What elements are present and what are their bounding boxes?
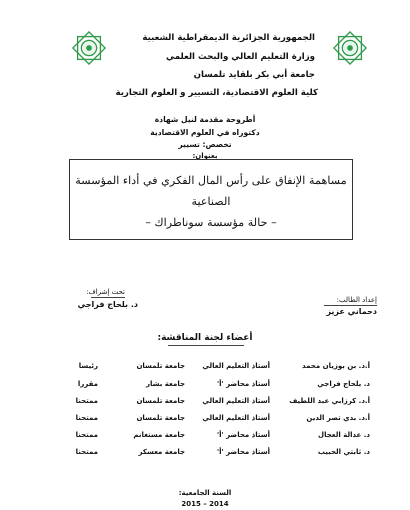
jury-member-rank: أستاذ التعليم العالي	[202, 414, 270, 422]
jury-member-role: مقررا	[77, 380, 98, 388]
thesis-title-line-1: مساهمة الإنفاق على رأس المال الفكري في أداء المؤسسة	[75, 174, 347, 187]
thesis-title-box	[69, 159, 353, 240]
jury-member-name: أ.د. بن بوزيان محمد	[302, 362, 370, 370]
jury-member-role: رئيسا	[78, 362, 98, 370]
thesis-type: أطروحة مقدمة لنيل شهادة	[154, 115, 256, 124]
student-label: إعداد الطالب:	[336, 296, 377, 304]
thesis-title-line-2: الصناعية	[191, 195, 231, 208]
jury-member-role: ممتحنا	[75, 448, 98, 456]
jury-member-name: د. بلحاج فراجي	[317, 380, 370, 388]
university-seal-icon	[331, 29, 369, 67]
jury-member-name: أ.د. بدي تصر الدين	[306, 414, 370, 422]
academic-year-label: السنة الجامعية:	[178, 489, 232, 497]
thesis-title-label: بعنوان:	[192, 152, 218, 160]
jury-member-rank: أستاذ محاضر 'أ'	[216, 448, 270, 456]
jury-member-name: أ.د. كرزابي عبد اللطيف	[289, 397, 370, 405]
jury-member-institution: جامعة معسكر	[138, 448, 185, 456]
header-ministry: وزارة التعليم العالي والبحث العلمي	[166, 52, 315, 62]
thesis-title-line-3: – حالة مؤسسة سوناطراك –	[145, 216, 277, 229]
jury-member-rank: أستاذ التعليم العالي	[202, 362, 270, 370]
jury-member-institution: جامعة تلمسان	[136, 414, 185, 422]
jury-member-institution: جامعة مستغانم	[133, 431, 185, 439]
header-republic: الجمهورية الجزائرية الديمقراطية الشعبية	[142, 33, 315, 43]
supervisor-label-underline	[91, 297, 125, 298]
jury-member-role: ممتحنا	[75, 397, 98, 405]
jury-member-institution: جامعة بشار	[145, 380, 185, 388]
thesis-specialty: تخصص: تسيير	[178, 140, 232, 149]
jury-member-institution: جامعة تلمسان	[136, 397, 185, 405]
jury-member-rank: أستاذ التعليم العالي	[202, 397, 270, 405]
jury-member-role: ممتحنا	[75, 414, 98, 422]
academic-year: 2015 – 2014	[181, 500, 229, 508]
jury-heading-underline	[168, 345, 244, 346]
header-faculty: كلية العلوم الاقتصادية، التسيير و العلوم التجارية	[115, 88, 318, 98]
header-university: جامعة أبي بكر بلقايد تلمسان	[193, 70, 315, 80]
student-label-underline	[324, 305, 377, 306]
supervisor-label: تحت إشراف:	[86, 288, 125, 296]
jury-member-name: د. عدالة العجال	[318, 431, 370, 439]
student-name: دحماني عزيز	[326, 307, 377, 316]
thesis-degree: دكتوراه في العلوم الاقتصادية	[150, 128, 260, 137]
supervisor-name: د. بلحاج فراجي	[77, 300, 138, 309]
jury-heading: أعضاء لجنة المناقشة:	[157, 333, 253, 343]
jury-member-name: د. ثابتي الحبيب	[317, 448, 370, 456]
jury-member-role: ممتحنا	[75, 431, 98, 439]
jury-member-rank: أستاذ محاضر 'أ'	[216, 380, 270, 388]
jury-member-rank: أستاذ محاضر 'أ'	[216, 431, 270, 439]
jury-member-institution: جامعة تلمسان	[136, 362, 185, 370]
